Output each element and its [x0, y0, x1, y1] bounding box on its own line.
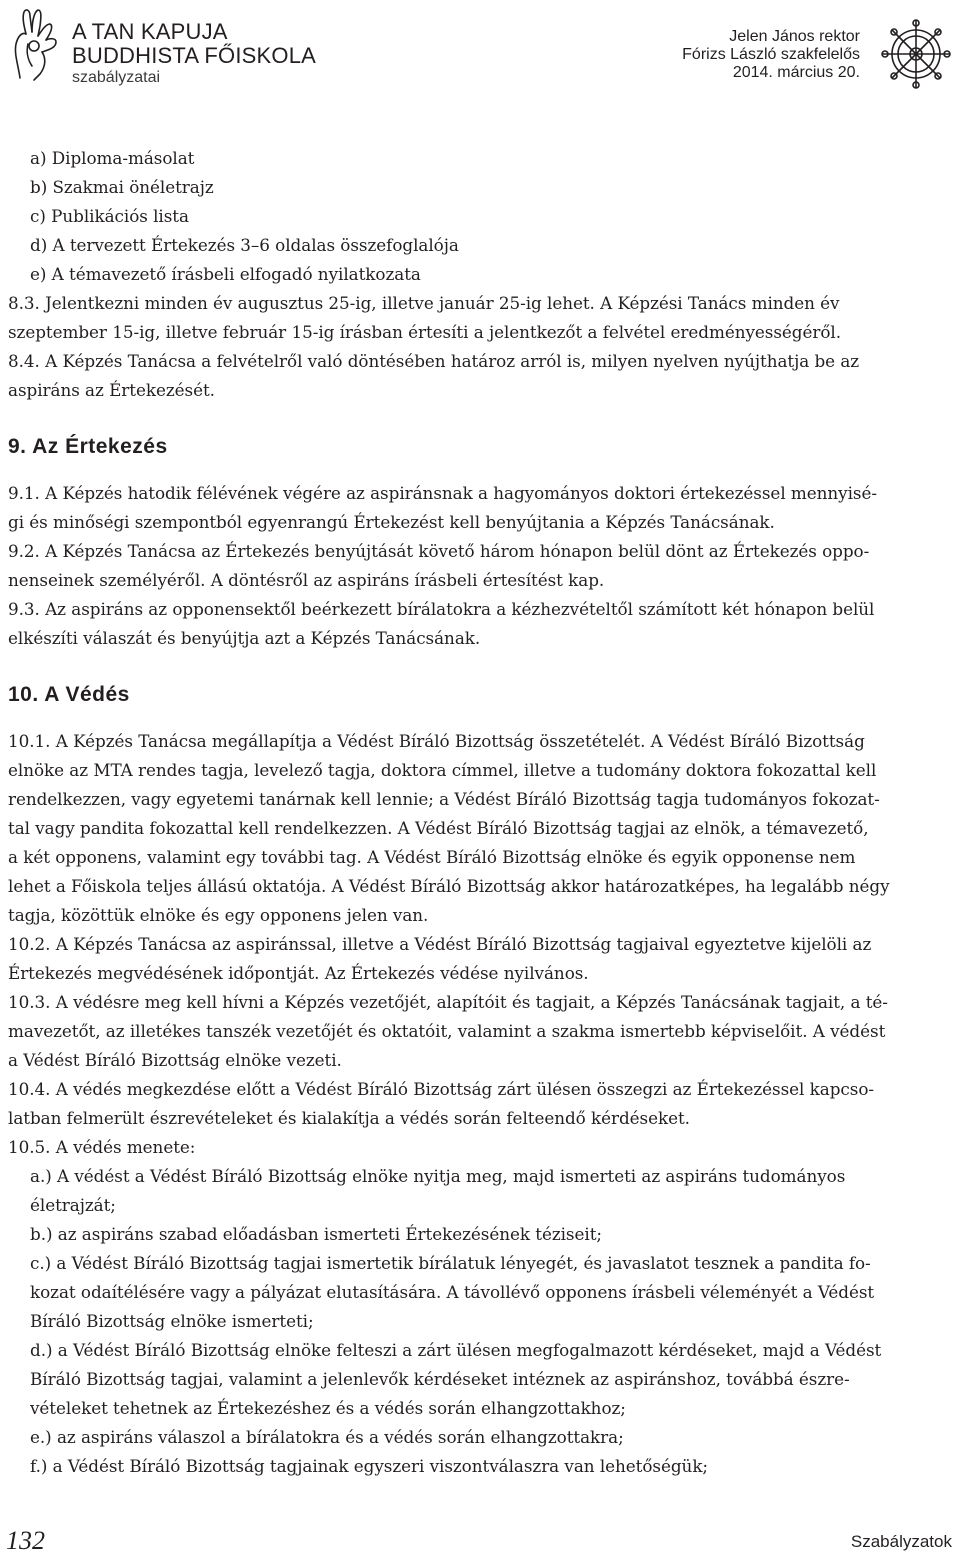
org-line-3: szabályzatai: [72, 69, 161, 86]
list-item: b) Szakmai önéletrajz: [30, 177, 214, 197]
list-item: c.) a Védést Bíráló Bizottság tagjai ismertetik bírálatuk lényegét, és javaslatot tesznek a pandita fo-: [30, 1253, 871, 1273]
paragraph-line: 9.3. Az aspiráns az opponensektől beérkezett bírálatokra a kézhezvételtől számított két hónapon belül: [8, 599, 875, 619]
list-item: Bíráló Bizottság elnöke ismerteti;: [30, 1311, 314, 1331]
paragraph-line: elnöke az MTA rendes tagja, levelező tagja, doktora címmel, illetve a tudomány doktora fokozattal kell: [8, 760, 877, 780]
paragraph-line: Értekezés megvédésének időpontját. Az Értekezés védése nyilvános.: [8, 963, 589, 983]
institution-name: [72, 20, 316, 88]
paragraph-line: a Védést Bíráló Bizottság elnöke vezeti.: [8, 1050, 342, 1070]
paragraph-line: szeptember 15-ig, illetve február 15-ig írásban értesíti a jelentkezőt a felvétel eredményességéről.: [8, 322, 841, 342]
list-item: a) Diploma-másolat: [30, 148, 195, 168]
paragraph-line: 9.2. A Képzés Tanácsa az Értekezés benyújtását követő három hónapon belül dönt az Értekezés oppo-: [8, 541, 870, 561]
paragraph-line: latban felmerült észrevételeket és kialakítja a védés során felteendő kérdéseket.: [8, 1108, 690, 1128]
paragraph-line: mavezetőt, az illetékes tanszék vezetőjét és oktatóit, valamint a szakma ismertebb képviselőit. A védést: [8, 1021, 886, 1041]
page-header: [0, 0, 960, 110]
list-item: d) A tervezett Értekezés 3–6 oldalas összefoglalója: [30, 235, 459, 255]
paragraph-line: gi és minőségi szempontból egyenrangú Értekezést kell benyújtania a Képzés Tanácsának.: [8, 512, 775, 532]
paragraph-line: tal vagy pandita fokozattal kell rendelkezzen. A Védést Bíráló Bizottság tagjai az elnök, a témavezető,: [8, 818, 869, 838]
page-number: 132: [6, 1526, 45, 1555]
list-item: e) A témavezető írásbeli elfogadó nyilatkozata: [30, 264, 421, 284]
paragraph-line: aspiráns az Értekezését.: [8, 380, 215, 400]
list-item: életrajzát;: [30, 1195, 116, 1215]
paragraph-line: 8.4. A Képzés Tanácsa a felvételről való döntésében határoz arról is, milyen nyelven nyújthatja be az: [8, 351, 860, 371]
paragraph-line: 10.5. A védés menete:: [8, 1137, 196, 1157]
mudra-hand-logo-icon: [6, 4, 66, 84]
paragraph-line: a két opponens, valamint egy további tag. A Védést Bíráló Bizottság elnöke és egyik opponense nem: [8, 847, 856, 867]
signer-rector: Jelen János rektor: [729, 28, 860, 45]
paragraph-line: 9.1. A Képzés hatodik félévének végére az aspiránsnak a hagyományos doktori értekezéssel mennyisé-: [8, 483, 877, 503]
list-item: c) Publikációs lista: [30, 206, 189, 226]
list-item: f.) a Védést Bíráló Bizottság tagjainak egyszeri viszontválaszra van lehetőségük;: [30, 1456, 709, 1476]
page-footer: [0, 1512, 960, 1555]
footer-label: Szabályzatok: [850, 1532, 952, 1551]
list-item: vételeket tehetnek az Értekezéshez és a védés során elhangzottakhoz;: [30, 1398, 626, 1418]
list-item: e.) az aspiráns válaszol a bírálatokra és a védés során elhangzottakra;: [30, 1427, 624, 1447]
section-heading-9: 9. Az Értekezés: [8, 435, 168, 458]
list-item: b.) az aspiráns szabad előadásban ismerteti Értekezésének téziseit;: [30, 1224, 602, 1244]
document-signers: [682, 28, 860, 82]
signer-supervisor: Fórizs László szakfelelős: [682, 46, 860, 63]
document-date: 2014. március 20.: [732, 64, 860, 81]
paragraph-line: 8.3. Jelentkezni minden év augusztus 25-ig, illetve január 25-ig lehet. A Képzési Tanács minden év: [8, 293, 840, 313]
list-item: kozat odaítélésére vagy a pályázat elutasítására. A távollévő opponens írásbeli véleményét a Védést: [30, 1282, 875, 1302]
paragraph-line: 10.1. A Képzés Tanácsa megállapítja a Védést Bíráló Bizottság összetételét. A Védést Bíráló Bizottság: [8, 731, 865, 751]
paragraph-line: nenseinek személyéről. A döntésről az aspiráns írásbeli értesítést kap.: [8, 570, 605, 590]
list-item: d.) a Védést Bíráló Bizottság elnöke felteszi a zárt ülésen megfogalmazott kérdéseket, majd a Védést: [30, 1340, 882, 1360]
document-body: [8, 144, 953, 1481]
section-heading-10: 10. A Védés: [8, 683, 130, 706]
org-line-2: BUDDHISTA FŐISKOLA: [72, 43, 317, 68]
paragraph-line: elkészíti válaszát és benyújtja azt a Képzés Tanácsának.: [8, 628, 481, 648]
paragraph-line: lehet a Főiskola teljes állású oktatója. A Védést Bíráló Bizottság akkor határozatképes, ha legalább négy: [8, 876, 890, 896]
required-documents-list: [8, 144, 953, 289]
defense-procedure-list: [8, 1162, 953, 1481]
dharma-wheel-logo-icon: [880, 18, 952, 90]
paragraph-line: 10.3. A védésre meg kell hívni a Képzés vezetőjét, alapítóit és tagjait, a Képzés Tanácsának tagjait, a té-: [8, 992, 888, 1012]
list-item: a.) A védést a Védést Bíráló Bizottság elnöke nyitja meg, majd ismerteti az aspiráns tudományos: [30, 1166, 846, 1186]
paragraph-line: 10.4. A védés megkezdése előtt a Védést Bíráló Bizottság zárt ülésen összegzi az Értekezéssel kapcso-: [8, 1079, 875, 1099]
paragraph-line: rendelkezzen, vagy egyetemi tanárnak kell lennie; a Védést Bíráló Bizottság tagja tudományos fokozat-: [8, 789, 880, 809]
paragraph-line: tagja, közöttük elnöke és egy opponens jelen van.: [8, 905, 429, 925]
org-line-1: A TAN KAPUJA: [72, 19, 228, 44]
paragraph-line: 10.2. A Képzés Tanácsa az aspiránssal, illetve a Védést Bíráló Bizottság tagjaival egyeztetve kijelöli az: [8, 934, 872, 954]
list-item: Bíráló Bizottság tagjai, valamint a jelenlevők kérdéseket intéznek az aspiránshoz, továbbá észre-: [30, 1369, 850, 1389]
